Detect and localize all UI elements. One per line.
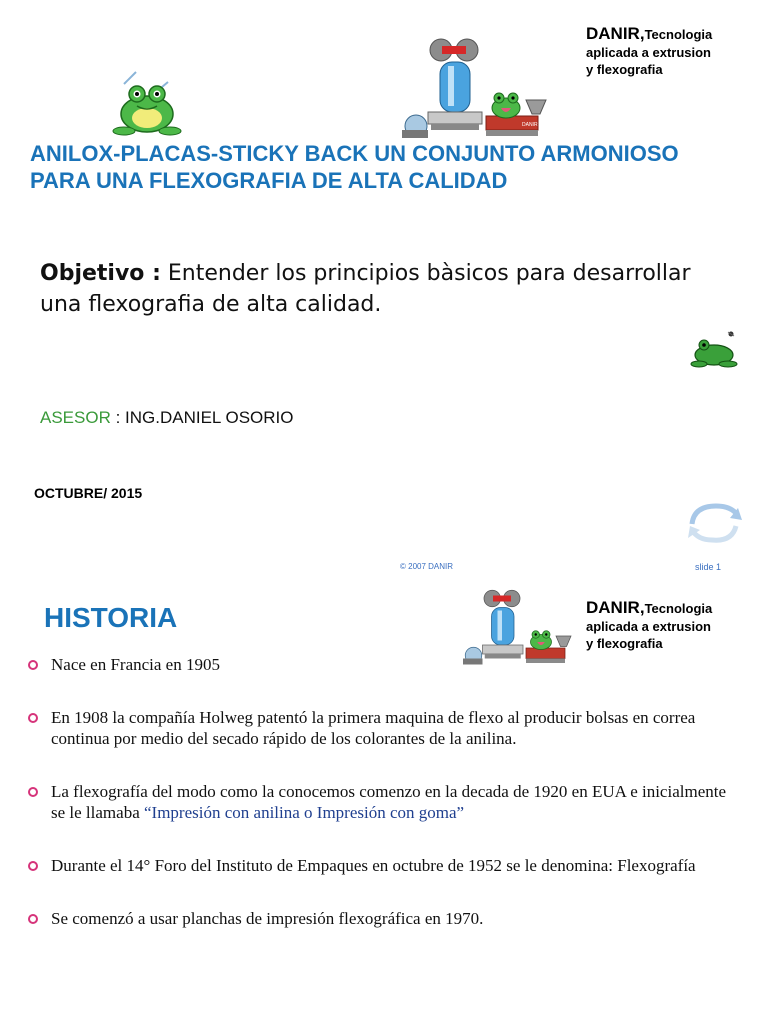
cycle-arrows-icon	[684, 500, 744, 546]
objective-text: Entender los principios bàsicos para desarrollar una flexografia de alta calidad.	[40, 261, 691, 317]
brand-separator: ,	[639, 598, 645, 617]
small-frog-icon	[690, 328, 740, 370]
advisor-name: ING.DANIEL OSORIO	[125, 408, 294, 427]
slide-title: ANILOX-PLACAS-STICKY BACK UN CONJUNTO ARMONIOSO PARA UNA FLEXOGRAFIA DE ALTA CALIDAD	[30, 141, 679, 193]
brand-tagline-3: y flexografia	[586, 62, 663, 77]
brand-tagline-2: aplicada a extrusion	[586, 619, 711, 634]
slide-number: slide 1	[695, 562, 722, 572]
bullet-text: Se comenzó a usar planchas de impresión flexográfica en 1970.	[51, 909, 484, 928]
copyright-footer: © 2007 DANIR	[400, 562, 454, 571]
machine-brand-label: DANIR	[522, 122, 538, 128]
brand-tagline-2: aplicada a extrusion	[586, 45, 711, 60]
bullet-text: Durante el 14° Foro del Instituto de Empaques en octubre de 1952 se le denomina: Flexografía	[51, 856, 696, 875]
list-item	[28, 908, 728, 929]
objective-label: Objetivo :	[40, 261, 161, 286]
historia-title: HISTORIA	[44, 602, 178, 633]
brand-tagline-1: Tecnologia	[644, 27, 713, 42]
bullet-circle-icon	[28, 861, 38, 871]
bullet-text: La flexografía del modo como la conocemos comenzo en la decada de 1920 en EUA e inicialmente se le llamaba	[51, 782, 727, 822]
flexo-machine-illustration-icon	[398, 36, 550, 140]
brand-name: DANIR	[586, 24, 640, 43]
bullet-text: En 1908 la compañía Holweg patentó la primera maquina de flexo al producir bolsas en correa continua por medio del secado rápido de los colorantes de la anilina.	[51, 708, 696, 748]
brand-tagline-1: Tecnologia	[644, 601, 713, 616]
frog-illustration-icon	[110, 70, 185, 138]
bullet-circle-icon	[28, 787, 38, 797]
list-item	[28, 654, 728, 675]
bullet-quote: “Impresión con anilina o Impresión con goma”	[144, 803, 465, 822]
advisor-separator: :	[110, 408, 126, 427]
brand-tagline-3: y flexografia	[586, 636, 663, 651]
list-item	[28, 781, 728, 823]
advisor-label: ASESOR	[40, 408, 111, 427]
list-item	[28, 707, 728, 749]
history-bullet-list	[28, 654, 728, 929]
brand-block	[586, 24, 712, 78]
bullet-circle-icon	[28, 660, 38, 670]
advisor-line	[40, 408, 294, 428]
bullet-circle-icon	[28, 713, 38, 723]
bullet-circle-icon	[28, 914, 38, 924]
presentation-date: OCTUBRE/ 2015	[34, 485, 143, 501]
objective	[40, 258, 730, 320]
bullet-text: Nace en Francia en 1905	[51, 655, 220, 674]
brand-separator: ,	[639, 24, 645, 43]
brand-name: DANIR	[586, 598, 640, 617]
slide-2	[0, 584, 768, 1024]
brand-block-2	[586, 598, 712, 652]
list-item	[28, 855, 728, 876]
